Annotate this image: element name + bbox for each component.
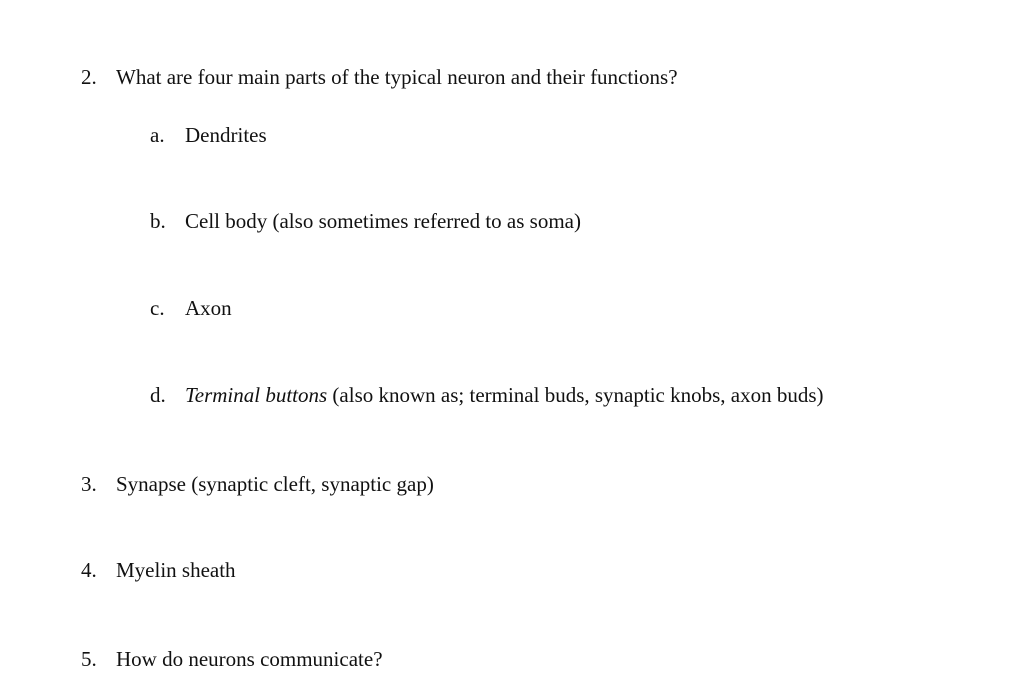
question-number: 3. bbox=[81, 472, 97, 496]
question-4 bbox=[81, 558, 236, 582]
sub-item-letter: d. bbox=[150, 383, 166, 407]
question-text: Synapse (synaptic cleft, synaptic gap) bbox=[116, 472, 434, 496]
sub-item-italic-term: Terminal buttons bbox=[185, 383, 328, 407]
sub-item-text: (also known as; terminal buds, synaptic knobs, axon buds) bbox=[327, 383, 824, 407]
question-2 bbox=[81, 65, 678, 89]
question-number: 2. bbox=[81, 65, 97, 89]
sub-item-text-wrapper bbox=[185, 383, 824, 407]
question-3 bbox=[81, 472, 434, 496]
sub-item-letter: a. bbox=[150, 123, 165, 147]
question-number: 5. bbox=[81, 647, 97, 671]
sub-item-letter: b. bbox=[150, 209, 166, 233]
sub-item-text: Dendrites bbox=[185, 123, 267, 147]
question-text: What are four main parts of the typical neuron and their functions? bbox=[116, 65, 678, 89]
sub-item-b bbox=[150, 209, 581, 233]
question-text: Myelin sheath bbox=[116, 558, 236, 582]
sub-item-d bbox=[150, 383, 824, 407]
question-5 bbox=[81, 647, 383, 671]
sub-item-text: Cell body (also sometimes referred to as soma) bbox=[185, 209, 581, 233]
question-text: How do neurons communicate? bbox=[116, 647, 383, 671]
sub-item-c bbox=[150, 296, 232, 320]
sub-item-text: Axon bbox=[185, 296, 232, 320]
sub-item-a bbox=[150, 123, 267, 147]
sub-item-letter: c. bbox=[150, 296, 165, 320]
question-number: 4. bbox=[81, 558, 97, 582]
